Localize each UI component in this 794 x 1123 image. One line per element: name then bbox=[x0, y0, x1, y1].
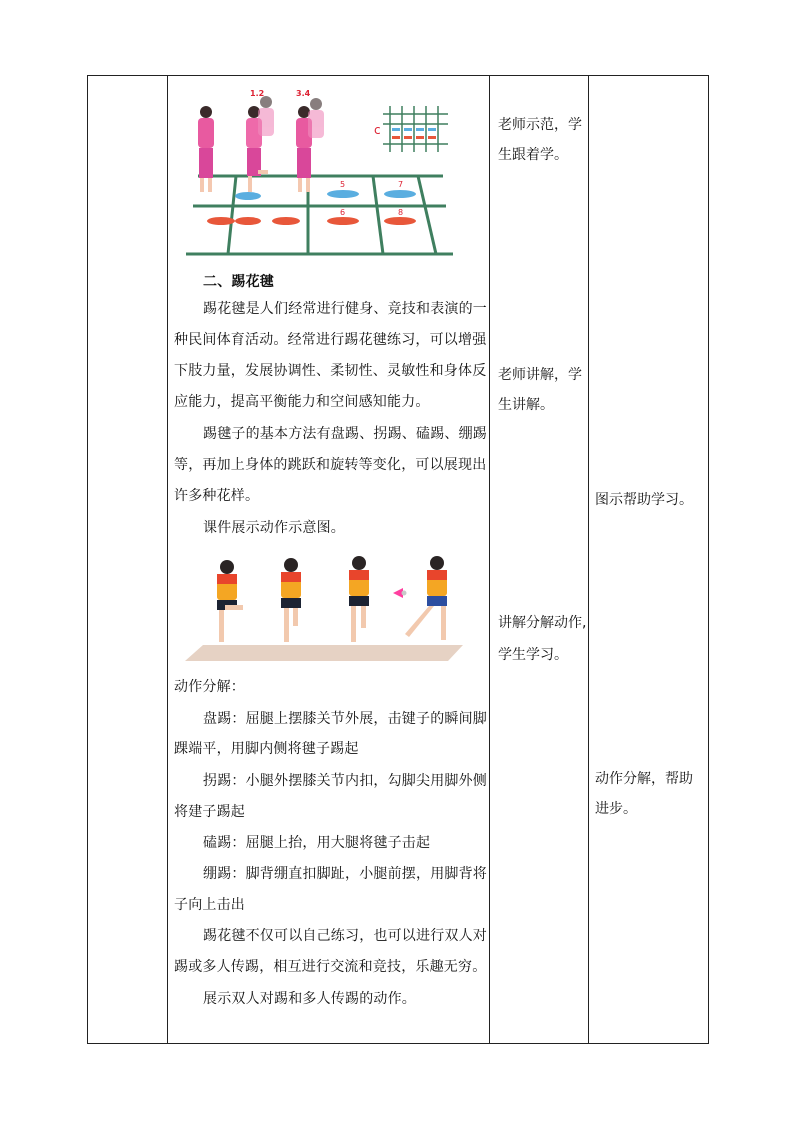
item-pan-line-1: 盘踢：屈腿上摆膝关节外展，击键子的瞬间脚 bbox=[203, 711, 487, 727]
para1-line-1: 踢花毽是人们经常进行健身、竞技和表演的一 bbox=[203, 301, 487, 317]
shuttlecock-icon bbox=[393, 588, 407, 598]
grid-number-6: 6 bbox=[340, 208, 346, 217]
method-note-3-line-1: 讲解分解动作, bbox=[498, 615, 587, 631]
breakdown-title: 动作分解： bbox=[174, 679, 245, 695]
grid-number-7: 7 bbox=[398, 180, 404, 189]
para5: 展示双人对踢和多人传踢的动作。 bbox=[203, 991, 416, 1007]
para2-line-2: 等，再加上身体的跳跃和旋转等变化，可以展现出 bbox=[174, 457, 487, 473]
item-ke-line-1: 磕踢：屈腿上抬，用大腿将毽子击起 bbox=[203, 835, 431, 851]
kick-movement-figure bbox=[183, 553, 473, 663]
para3: 课件展示动作示意图。 bbox=[203, 520, 345, 536]
para4-line-1: 踢花毽不仅可以自己练习，也可以进行双人对 bbox=[203, 928, 487, 944]
left-empty-cell bbox=[88, 76, 168, 1044]
para1-line-2: 种民间体育活动。经常进行踢花毽练习，可以增强 bbox=[174, 332, 487, 348]
purpose-note-2-line-2: 进步。 bbox=[595, 801, 637, 817]
svg-text:c: c bbox=[374, 123, 381, 137]
step-label-3-4: 3.4 bbox=[296, 89, 311, 98]
purpose-note-1: 图示帮助学习。 bbox=[595, 492, 693, 508]
method-note-2-line-1: 老师讲解，学 bbox=[498, 367, 582, 383]
section-heading: 二、踢花毽 bbox=[203, 274, 274, 290]
hopscotch-dance-figure bbox=[178, 84, 478, 264]
item-guai-line-2: 将建子踢起 bbox=[174, 804, 245, 820]
item-beng-line-2: 子向上击出 bbox=[174, 897, 245, 913]
para4-line-2: 踢或多人传踢，相互进行交流和竞技，乐趣无穷。 bbox=[174, 959, 487, 975]
para2-line-3: 许多种花样。 bbox=[174, 488, 260, 504]
content-cell bbox=[168, 76, 490, 1044]
item-beng-line-1: 绷踢：脚背绷直扣脚趾，小腿前摆，用脚背将 bbox=[203, 866, 487, 882]
method-note-3-line-2: 学生学习。 bbox=[498, 647, 568, 663]
item-guai-line-1: 拐踢：小腿外摆膝关节内扣，勾脚尖用脚外侧 bbox=[203, 773, 487, 789]
lesson-plan-table bbox=[87, 75, 709, 1044]
method-note-1-line-1: 老师示范，学 bbox=[498, 117, 582, 133]
purpose-cell bbox=[589, 76, 709, 1044]
para1-line-4: 应能力，提高平衡能力和空间感知能力。 bbox=[174, 394, 430, 410]
para1-line-3: 下肢力量，发展协调性、柔韧性、灵敏性和身体反 bbox=[174, 363, 487, 379]
step-label-1-2: 1.2 bbox=[250, 89, 265, 98]
method-note-1-line-2: 生跟着学。 bbox=[498, 147, 568, 163]
item-pan-line-2: 踝端平，用脚内侧将毽子踢起 bbox=[174, 741, 359, 757]
grid-number-8: 8 bbox=[398, 208, 404, 217]
dancer-figures bbox=[198, 96, 324, 192]
inset-grid-diagram bbox=[374, 106, 448, 152]
method-cell bbox=[490, 76, 589, 1044]
para2-line-1: 踢毽子的基本方法有盘踢、拐踢、磕踢、绷踢 bbox=[203, 426, 487, 442]
method-note-2-line-2: 生讲解。 bbox=[498, 397, 554, 413]
purpose-note-2-line-1: 动作分解，帮助 bbox=[595, 771, 693, 787]
grid-number-5: 5 bbox=[340, 180, 346, 189]
